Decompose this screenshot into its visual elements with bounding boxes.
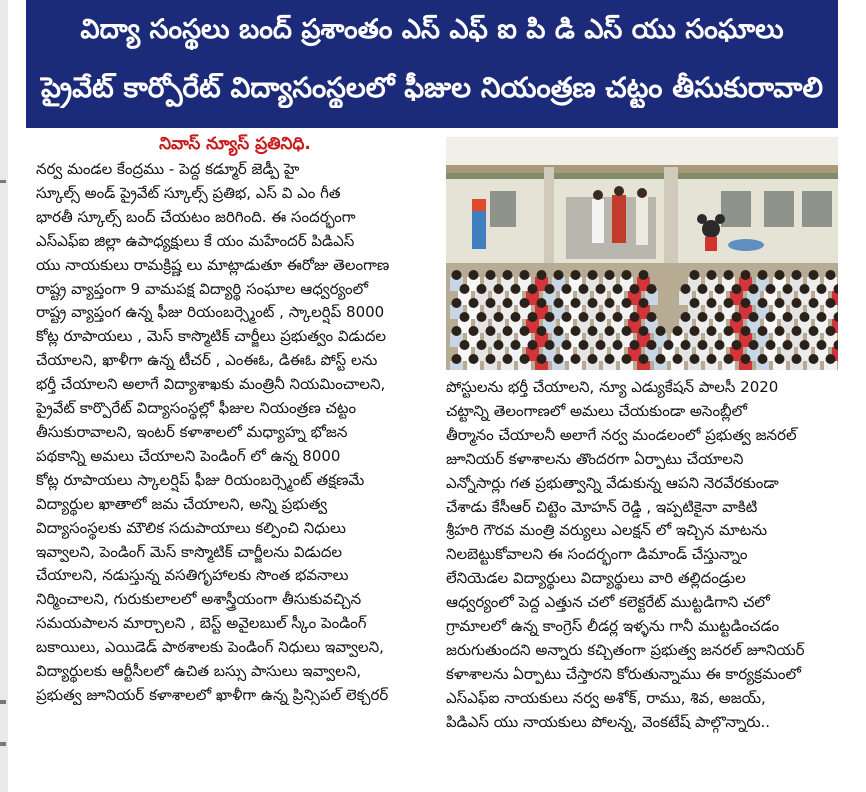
article-line: యు నాయకులు రామక్రిష్ణ లు మాట్లాడుతూ ఈరోజు తెలంగాణ [36,255,390,274]
article-line: రాష్ట్ర వ్యాప్తంగా 9 వామపక్ష విద్యార్థి సంఘాల ఆధ్వర్యంలో [36,279,369,298]
photo-students-assembly [446,137,838,370]
article-line: ఎస్ఎఫ్ఐ నాయకులు నర్వ అశోక్, రాము, శివ, అజయ్, [446,688,766,707]
edge-mark [0,180,6,183]
byline: నివాస్ న్యూస్ ప్రతినిధి. [159,134,311,154]
article-line: పిడిఎస్ యు నాయకులు పోలన్న, వెంకటేష్ పాల్గొన్నారు.. [446,712,771,731]
article-line: నిలబెట్టుకోవాలని ఈ సందర్భంగా డిమాండ్ చేస్తున్నాం [446,545,748,564]
article-line: కళాశాలను ఏర్పాటు చేస్తారని కోరుతున్నాము ఈ కార్యక్రమంలో [446,664,801,683]
article-line: తీర్మానం చేయాలనీ అలాగే నర్వ మండలంలో ప్రభుత్వ జనరల్ [446,425,797,444]
article-line: గ్రామాలలో ఉన్న కాంగ్రెస్ లీడర్ల ఇళ్ళను గానీ ముట్టడించడం [446,617,780,636]
article-line: పోస్టులను భర్తీ చేయాలని, న్యూ ఎడ్యుకేషన్ పాలసీ 2020 [446,378,779,396]
article-line: రాష్ట్ర వ్యాప్తంగ ఉన్న ఫీజు రియంబర్స్మెంట్ , స్కాలర్షిప్ 8000 [36,303,385,322]
news-photo [446,137,838,370]
article-line: ప్రభుత్వ జూనియర్ కళాశాలలో ఖాళీగా ఉన్న ప్రిన్సిపల్ లెక్చరర్ [36,685,389,704]
article-line: బకాయిలు, ఎయిడెడ్ పాఠశాలకు పెండింగ్ నిధులు ఇవ్వాలని, [36,638,384,657]
page-edge-strip [0,0,8,792]
article-line: నర్వ మండల కేంద్రము - పెద్ద కడ్మూర్ జెడ్పీ హై [36,160,300,178]
article-line: చేశాడు కేసీఆర్ చిట్టెం మోహన్ రెడ్డి , ఇప్పటికైనా వాకిటి [446,497,758,516]
article-line: తీసుకురావాలని, ఇంటర్ కళాశాలలో మధ్యాహ్న భోజన [36,422,348,441]
article-line: పథకాన్ని అమలు చేయాలని పెండింగ్ లో ఉన్న 8000 [36,446,341,465]
article-line: జరుగుతుందని అన్నారు కచ్చితంగా ప్రభుత్వ జనరల్ జూనియర్ [446,640,805,659]
article-line: విద్యాసంస్థలకు మౌలిక సదుపాయాలు కల్పించి నిధులు [36,518,346,537]
article-line: జూనియర్ కళాశాలను తొందరగా ఏర్పాటు చేయాలని [446,449,744,468]
article-line: ఎస్ఎఫ్ఐ జిల్లా ఉపాధ్యక్షులు కే యం మహేందర్ పిడిఎస్ [36,231,355,250]
headline-line-2: ప్రైవేట్ కార్పోరేట్ విద్యాసంస్థలలో ఫీజుల నియంత్రణ చట్టం తీసుకురావాలి [40,71,824,104]
article-line: లేనియెడల విద్యార్థులు విద్యార్థులు వారి తల్లిదండ్రుల [446,569,746,588]
article-line: చేయాలని, ఖాళీగా ఉన్న టీచర్ , ఎంఈఓ, డిఈఓ పోస్ట్ లను [36,351,378,370]
article-line: ఎన్నోసార్లు గత ప్రభుత్వాన్ని వేడుకున్న ఆపని నెరవేరకుండా [446,473,779,492]
article-line: చేయాలని, నడుస్తున్న వసతిగృహాలకు సొంత భవనాలు [36,566,349,585]
article-line: భారతీ స్కూల్స్ బంద్ చేయటం జరిగింది. ఈ సందర్భంగా [36,207,356,226]
article-line: ఆధ్వర్యంలో పెద్ద ఎత్తున చలో కలెక్టరేట్ ముట్టడిగాని చలో [446,593,770,612]
article-line: సమయపాలన మార్చాలని , బెస్ట్ అవైలబుల్ స్కీం పెండింగ్ [36,614,367,633]
article-line: భర్తీ చేయాలని అలాగే విద్యాశాఖకు మంత్రినీ నియమించాలని, [36,375,386,394]
article-line: కోట్ల రూపాయలు , మెస్ కాస్మొటిక్ చార్జీలు ప్రభుత్వం విడుదల [36,327,387,346]
article-column-right [446,376,838,735]
article-line: స్కూల్స్ అండ్ ప్రైవేట్ స్కూల్స్ ప్రతిభ, ఎస్ వి ఎం గీత [36,183,341,202]
headline-line-1: విద్యా సంస్థలు బంద్ ప్రశాంతం ఎస్ ఎఫ్ ఐ పి డి ఎస్ యు సంఘాలు [80,14,784,45]
article-column-left [36,158,434,708]
article-line: చట్టాన్ని తెలంగాణలో అమలు చేయకుండా అసెంబ్లీలో [446,401,748,420]
edge-mark [0,742,6,746]
article-line: విద్యార్థులకు ఆర్టీసీలలో ఉచిత బస్సు పాసులు ఇవ్వాలని, [36,662,362,681]
headline-banner [26,0,838,128]
article-line: శ్రీహరి గౌరవ మంత్రి వర్యులు ఎలక్షన్ లో ఇచ్చిన మాటను [446,521,768,540]
edge-mark [0,700,6,704]
article-line: కోట్ల రూపాయలు స్కాలర్షిప్ ఫీజు రియంబర్స్మెంట్ తక్షణమే [36,470,365,489]
article-line: ప్రైవేట్ కార్పొరేట్ విద్యాసంస్థల్లో ఫీజుల నియంత్రణ చట్టం [36,399,357,418]
article-line: విద్యార్థుల ఖాతాలో జమ చేయాలని, అన్ని ప్రభుత్వ [36,494,328,513]
article-line: నిర్మించాలని, గురుకులాలలో అశాస్త్రీయంగా తీసుకువచ్చిన [36,590,362,609]
article-line: ఇవ్వాలని, పెండింగ్ మెస్ కాస్మొటిక్ చార్జీలను విడుదల [36,542,343,561]
